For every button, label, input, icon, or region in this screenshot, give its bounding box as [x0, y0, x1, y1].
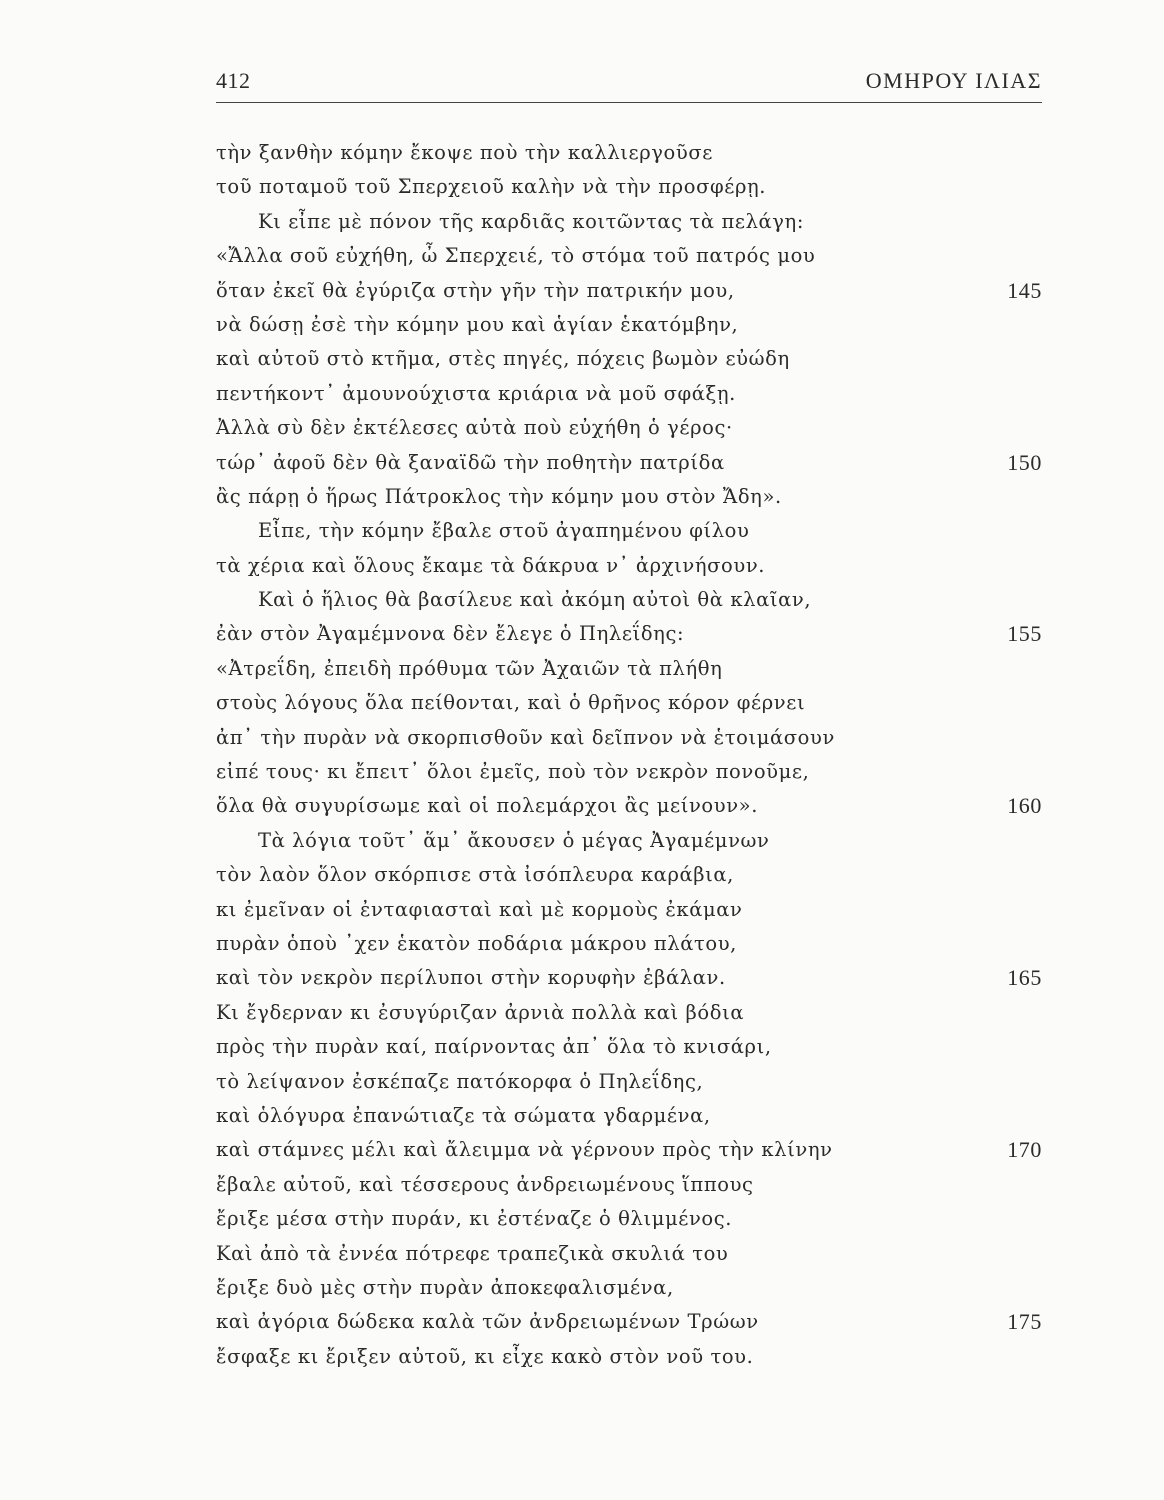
verse-line: [216, 721, 1042, 755]
verse-number: 175: [1007, 1309, 1042, 1335]
verse-text: πρὸς τὴν πυρὰν καί, παίρνοντας ἀπ᾽ ὅλα τὸ κνισάρι,: [216, 1035, 772, 1059]
verse-text: καὶ αὐτοῦ στὸ κτῆμα, στὲς πηγές, πόχεις βωμὸν εὐώδη: [216, 347, 790, 371]
verse-text: τοῦ ποταμοῦ τοῦ Σπερχειοῦ καλὴν νὰ τὴν προσφέρῃ.: [216, 175, 767, 199]
verse-text: ἔβαλε αὐτοῦ, καὶ τέσσερους ἀνδρειωμένους ἵππους: [216, 1172, 754, 1196]
verse-line: [216, 755, 1042, 789]
verse-text: Καὶ ὁ ἥλιος θὰ βασίλευε καὶ ἀκόμη αὐτοὶ θὰ κλαῖαν,: [258, 588, 812, 612]
verse-line: [216, 893, 1042, 927]
verse-line: [216, 377, 1042, 411]
verse-line: [216, 858, 1042, 892]
verse-text: ἔριξε δυὸ μὲς στὴν πυρὰν ἀποκεφαλισμένα,: [216, 1275, 674, 1299]
verse-line: [216, 239, 1042, 273]
verse-text: Ἀλλὰ σὺ δὲν ἐκτέλεσες αὐτὰ ποὺ εὐχήθη ὁ γέρος·: [216, 416, 733, 440]
verse-line: [216, 136, 1042, 170]
verse-number: 145: [1007, 277, 1042, 303]
verse-line: [216, 927, 1042, 961]
verse-line: [216, 411, 1042, 445]
verse-text: τώρ᾽ ἀφοῦ δὲν θὰ ξαναϊδῶ τὴν ποθητὴν πατρίδα: [216, 450, 725, 474]
verse-line: [216, 996, 1042, 1030]
page-number: 412: [216, 68, 251, 93]
verse-line: [216, 205, 1042, 239]
verse-text: τὸν λαὸν ὅλον σκόρπισε στὰ ἰσόπλευρα καράβια,: [216, 863, 734, 887]
verse-line: [216, 824, 1042, 858]
verse-text: ἐὰν στὸν Ἀγαμέμνονα δὲν ἔλεγε ὁ Πηλεΐδης:: [216, 622, 685, 646]
verse-line: [216, 1030, 1042, 1064]
verse-text: ἔσφαξε κι ἔριξεν αὐτοῦ, κι εἶχε κακὸ στὸν νοῦ του.: [216, 1344, 754, 1368]
verse-number: 170: [1007, 1137, 1042, 1163]
verse-line: [216, 1099, 1042, 1133]
verse-line: [216, 1168, 1042, 1202]
verse-text: καὶ ἀγόρια δώδεκα καλὰ τῶν ἀνδρειωμένων Τρώων: [216, 1310, 759, 1334]
verse-line: [216, 1202, 1042, 1236]
verse-list: [216, 136, 1042, 1374]
verse-text: καὶ ὁλόγυρα ἐπανώτιαζε τὰ σώματα γδαρμένα,: [216, 1103, 711, 1127]
verse-text: ἀπ᾽ τὴν πυρὰν νὰ σκορπισθοῦν καὶ δεῖπνον νὰ ἑτοιμάσουν: [216, 725, 835, 749]
verse-line: [216, 549, 1042, 583]
verse-text: νὰ δώσῃ ἐσὲ τὴν κόμην μου καὶ ἁγίαν ἑκατόμβην,: [216, 312, 739, 336]
verse-line: [216, 583, 1042, 617]
verse-line: [216, 342, 1042, 376]
page-header: [216, 68, 1042, 104]
verse-line: [216, 617, 1042, 651]
verse-text: ὅταν ἐκεῖ θὰ ἐγύριζα στὴν γῆν τὴν πατρικήν μου,: [216, 278, 735, 302]
verse-text: πυρὰν ὁποὺ ᾽χεν ἑκατὸν ποδάρια μάκρου πλάτου,: [216, 931, 737, 955]
verse-line: [216, 480, 1042, 514]
verse-line: [216, 1133, 1042, 1167]
verse-line: [216, 170, 1042, 204]
verse-number: 150: [1007, 449, 1042, 475]
running-title: ΟΜΗΡΟΥ ΙΛΙΑΣ: [865, 68, 1042, 93]
verse-line: [216, 1340, 1042, 1374]
verse-text: τὴν ξανθὴν κόμην ἔκοψε ποὺ τὴν καλλιεργοῦσε: [216, 141, 713, 164]
verse-line: [216, 686, 1042, 720]
verse-text: Κι εἶπε μὲ πόνον τῆς καρδιᾶς κοιτῶντας τὰ πελάγη:: [258, 209, 804, 233]
verse-text: τὰ χέρια καὶ ὅλους ἔκαμε τὰ δάκρυα ν᾽ ἀρχινήσουν.: [216, 553, 766, 577]
verse-text: τὸ λείψανον ἐσκέπαζε πατόκορφα ὁ Πηλεΐδης,: [216, 1069, 704, 1093]
verse-line: [216, 1065, 1042, 1099]
verse-line: [216, 1305, 1042, 1339]
verse-line: [216, 514, 1042, 548]
verse-line: [216, 446, 1042, 480]
verse-line: [216, 308, 1042, 342]
verse-text: Τὰ λόγια τοῦτ᾽ ἅμ᾽ ἄκουσεν ὁ μέγας Ἀγαμέμνων: [258, 828, 770, 852]
verse-text: κι ἐμεῖναν οἱ ἐνταφιασταὶ καὶ μὲ κορμοὺς ἐκάμαν: [216, 897, 743, 921]
verse-line: [216, 789, 1042, 823]
verse-text: ἔριξε μέσα στὴν πυράν, κι ἐστέναζε ὁ θλιμμένος.: [216, 1207, 733, 1231]
verse-text: στοὺς λόγους ὅλα πείθονται, καὶ ὁ θρῆνος κόρον φέρνει: [216, 691, 806, 715]
verse-line: [216, 652, 1042, 686]
verse-line: [216, 1237, 1042, 1271]
verse-line: [216, 961, 1042, 995]
verse-number: 160: [1007, 793, 1042, 819]
header-rule: [216, 102, 1042, 103]
verse-number: 155: [1007, 621, 1042, 647]
verse-text: ὅλα θὰ συγυρίσωμε καὶ οἱ πολεμάρχοι ἂς μείνουν».: [216, 794, 758, 818]
verse-text: «Ἄλλα σοῦ εὐχήθη, ὦ Σπερχειέ, τὸ στόμα τοῦ πατρός μου: [216, 244, 816, 268]
verse-text: Καὶ ἀπὸ τὰ ἐννέα πότρεφε τραπεζικὰ σκυλιά του: [216, 1241, 729, 1265]
verse-text: Κι ἔγδερναν κι ἐσυγύριζαν ἀρνιὰ πολλὰ καὶ βόδια: [216, 1000, 745, 1024]
verse-text: Εἶπε, τὴν κόμην ἔβαλε στοῦ ἀγαπημένου φίλου: [258, 519, 750, 543]
verse-text: πεντήκοντ᾽ ἀμουνούχιστα κριάρια νὰ μοῦ σφάξῃ.: [216, 381, 736, 405]
verse-text: καὶ στάμνες μέλι καὶ ἄλειμμα νὰ γέρνουν πρὸς τὴν κλίνην: [216, 1138, 833, 1162]
verse-line: [216, 1271, 1042, 1305]
verse-text: καὶ τὸν νεκρὸν περίλυποι στὴν κορυφὴν ἐβάλαν.: [216, 966, 726, 990]
verse-text: «Ἀτρεΐδη, ἐπειδὴ πρόθυμα τῶν Ἀχαιῶν τὰ πλήθη: [216, 656, 723, 680]
verse-line: [216, 274, 1042, 308]
verse-number: 165: [1007, 965, 1042, 991]
verse-text: ἂς πάρῃ ὁ ἥρως Πάτροκλος τὴν κόμην μου στὸν Ἄδη».: [216, 484, 782, 508]
verse-text: εἰπέ τους· κι ἔπειτ᾽ ὅλοι ἐμεῖς, ποὺ τὸν νεκρὸν πονοῦμε,: [216, 760, 810, 784]
